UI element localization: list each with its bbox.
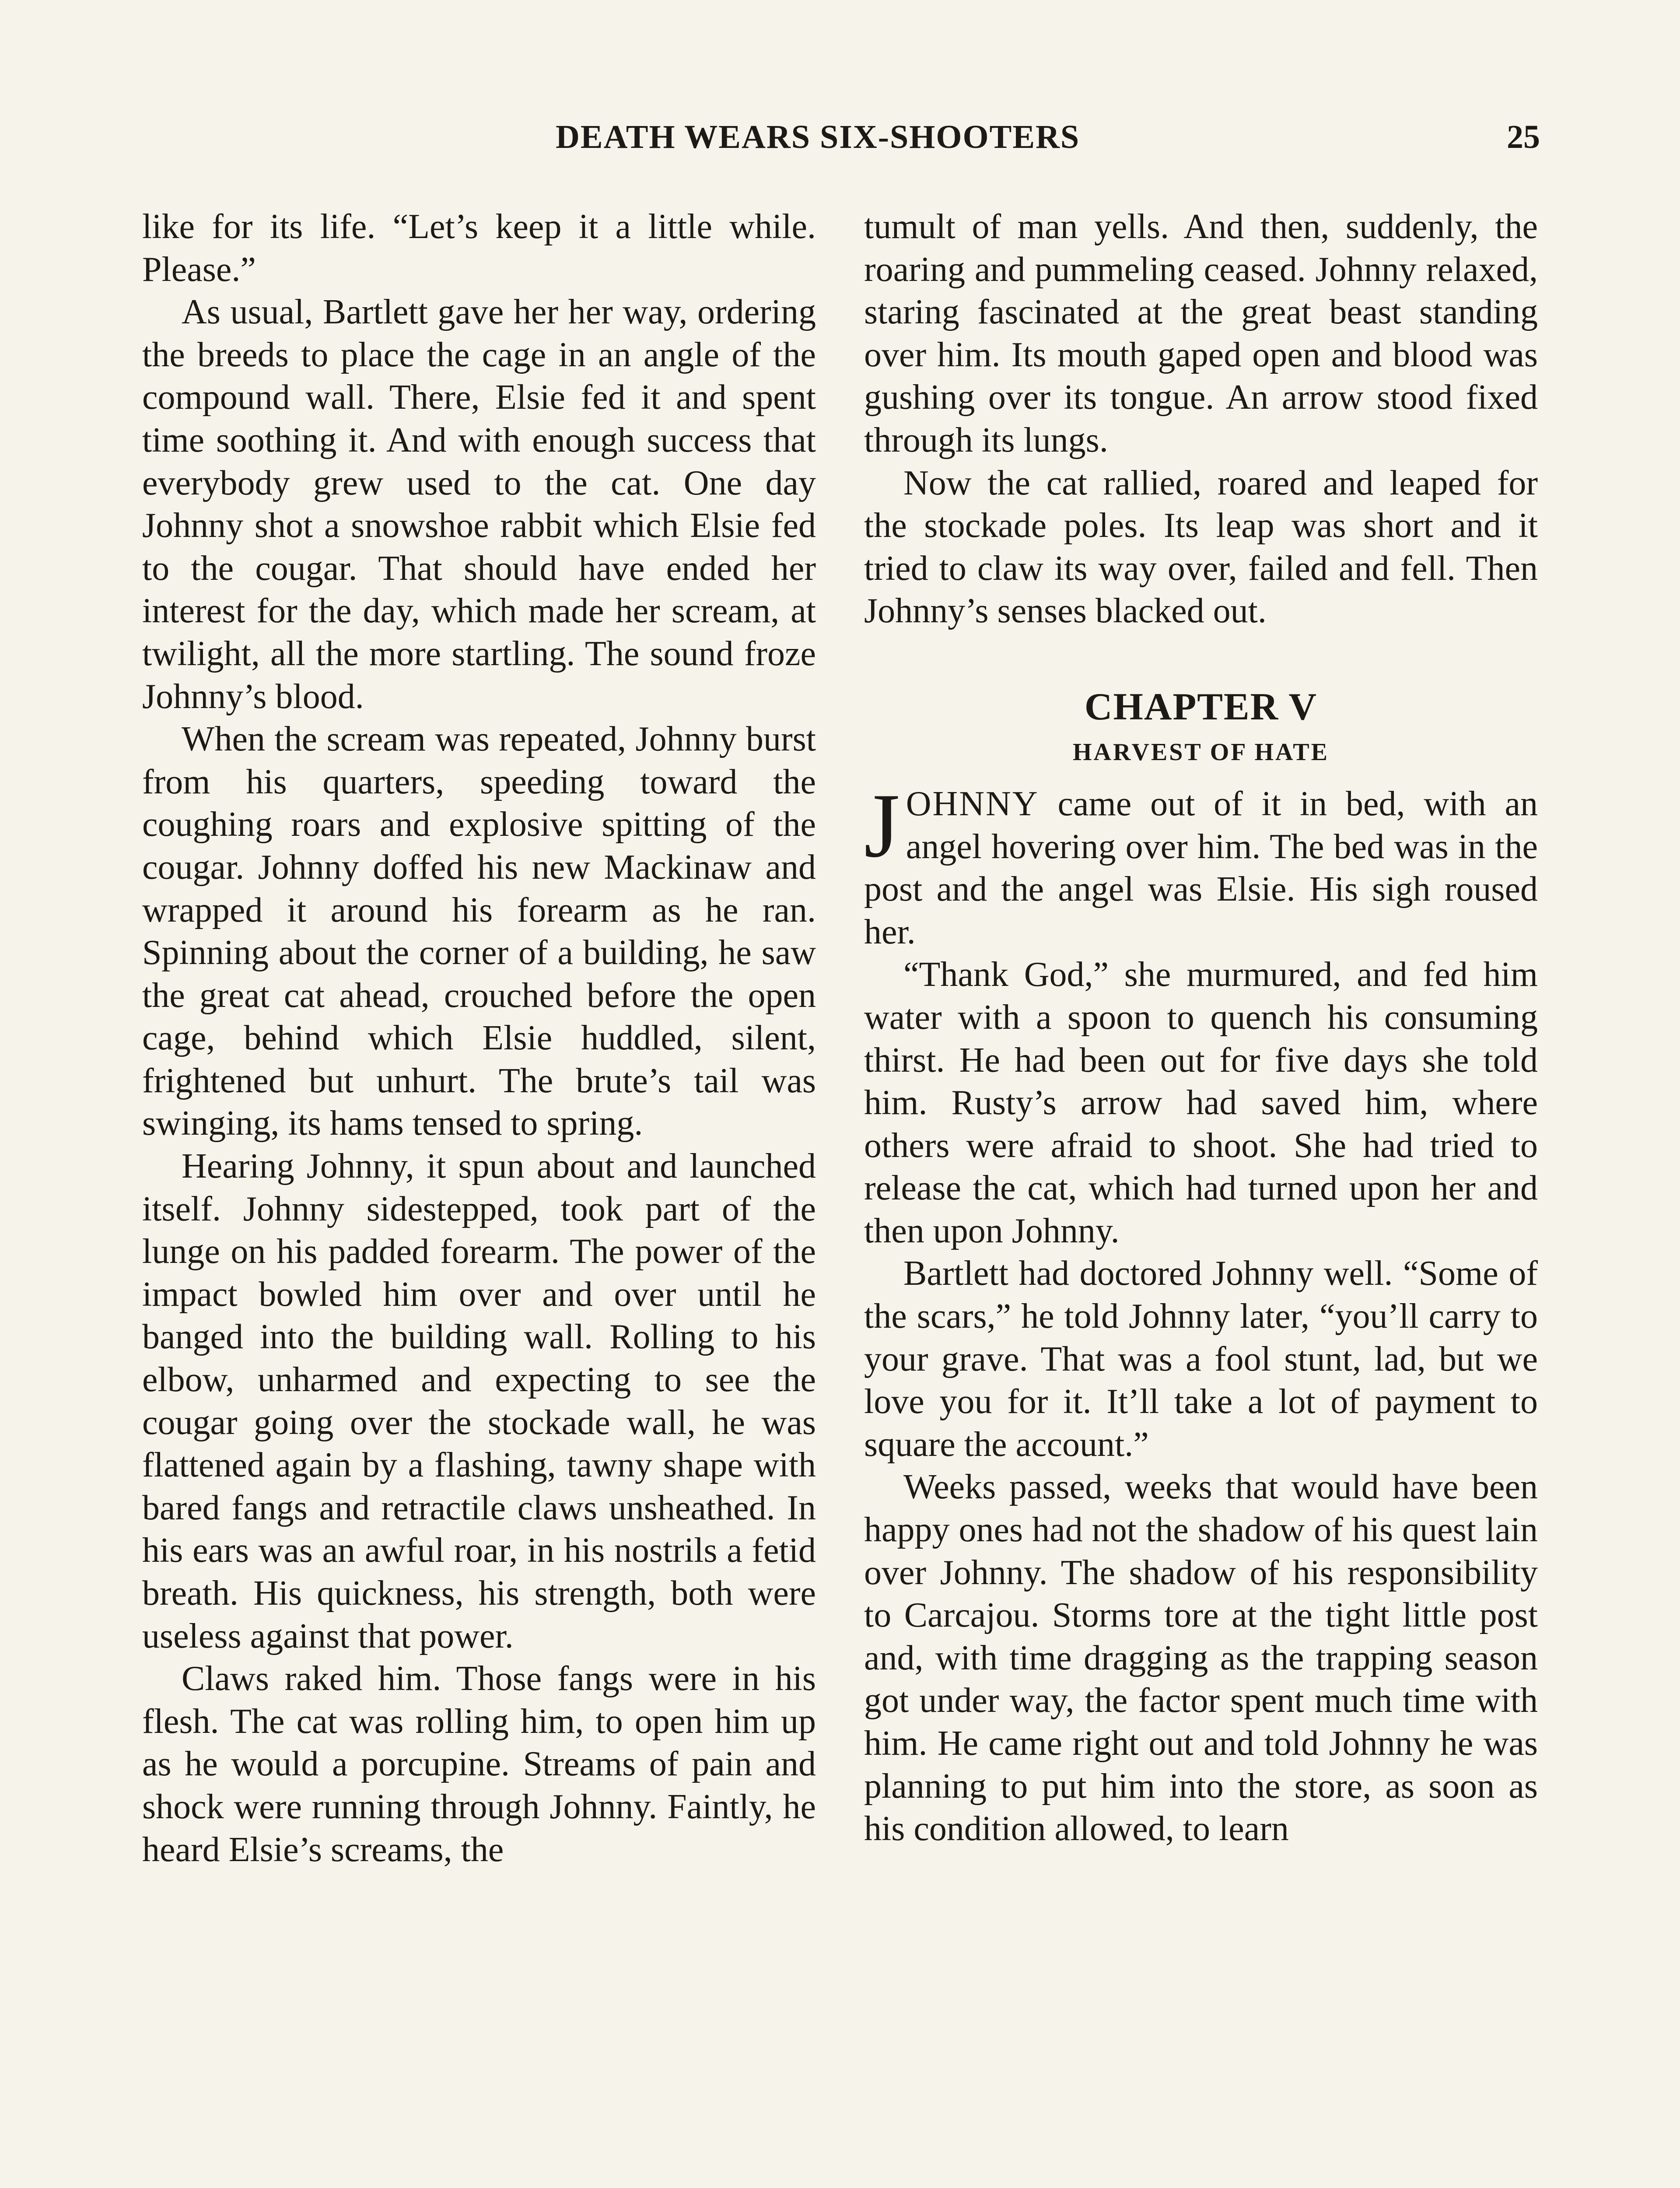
paragraph: Weeks passed, weeks that would have been happy ones had not the shadow of his quest lain over Johnny. The shadow of his responsibility to Carcajou. Storms tore at the tight little post and, with time dragging as the trapping season got under way, the factor spent much time with him. He came right out and told Johnny he was planning to put him into the store, as soon as his condition allowed, to learn: [864, 1468, 1538, 1848]
paragraph: Hearing Johnny, it spun about and launched itself. Johnny sidestepped, took part of the lunge on his padded forearm. The power of the impact bowled him over and over until he banged into the building wall. Rolling to his elbow, unharmed and expecting to see the cougar going over the stockade wall, he was flattened again by a flashing, tawny shape with bared fangs and retractile claws unsheathed. In his ears was an awful roar, in his nostrils a fetid breath. His quickness, his strength, both were useless against that power.: [142, 1147, 816, 1655]
drop-cap: J: [864, 775, 900, 877]
paragraph: like for its life. “Let’s keep it a little while. Please.”: [142, 207, 816, 289]
running-header: [131, 118, 1540, 166]
page-number: 25: [1507, 119, 1540, 155]
paragraph: Bartlett had doctored Johnny well. “Some of the scars,” he told Johnny later, “you’ll carry to your grave. That was a fool stunt, lad, but we love you for it. It’ll take a lot of payment to square the account.”: [864, 1254, 1538, 1464]
paragraph: Claws raked him. Those fangs were in his flesh. The cat was rolling him, to open him up as he would a porcupine. Streams of pain and shock were running through Johnny. Faintly, he heard Elsie’s screams, the: [142, 1659, 816, 1869]
running-title: DEATH WEARS SIX-SHOOTERS: [556, 119, 1080, 155]
paragraph: tumult of man yells. And then, suddenly, the roaring and pummeling ceased. Johnny relaxed, staring fascinated at the great beast standing over him. Its mouth gaped open and blood was gushing over its tongue. An arrow stood fixed through its lungs.: [864, 207, 1538, 459]
opening-text: came out of it in bed, with an angel hovering over him. The bed was in the post and the angel was Elsie. His sigh roused her.: [864, 784, 1538, 951]
chapter-heading: CHAPTER V: [1084, 685, 1318, 728]
right-column: [864, 206, 1538, 1851]
lead-word: OHNNY: [906, 784, 1039, 823]
paragraph: As usual, Bartlett gave her her way, ordering the breeds to place the cage in an angle of the compound wall. There, Elsie fed it and spent time soothing it. And with enough success that everybody grew used to the cat. One day Johnny shot a snowshoe rabbit which Elsie fed to the cougar. That should have ended her interest for the day, which made her scream, at twilight, all the more startling. The sound froze Johnny’s blood.: [142, 293, 816, 716]
chapter-subtitle: HARVEST OF HATE: [1073, 738, 1329, 766]
paragraph: When the scream was repeated, Johnny burst from his quarters, speeding toward the coughing roars and explosive spitting of the cougar. Johnny doffed his new Mackinaw and wrapped it around his forearm as he ran. Spinning about the corner of a building, he saw the great cat ahead, crouched before the open cage, behind which Elsie huddled, silent, frightened but unhurt. The brute’s tail was swinging, its hams tensed to spring.: [142, 720, 816, 1143]
left-column: [142, 206, 816, 1871]
paragraph: “Thank God,” she murmured, and fed him water with a spoon to quench his consuming thirst. He had been out for five days she told him. Rusty’s arrow had saved him, where others were afraid to shoot. She had tried to release the cat, which had turned upon her and then upon Johnny.: [864, 955, 1538, 1250]
chapter-opening-paragraph: [864, 775, 1538, 954]
paragraph: Now the cat rallied, roared and leaped for the stockade poles. Its leap was short and it tried to claw its way over, failed and fell. Then Johnny’s senses blacked out.: [864, 463, 1538, 631]
